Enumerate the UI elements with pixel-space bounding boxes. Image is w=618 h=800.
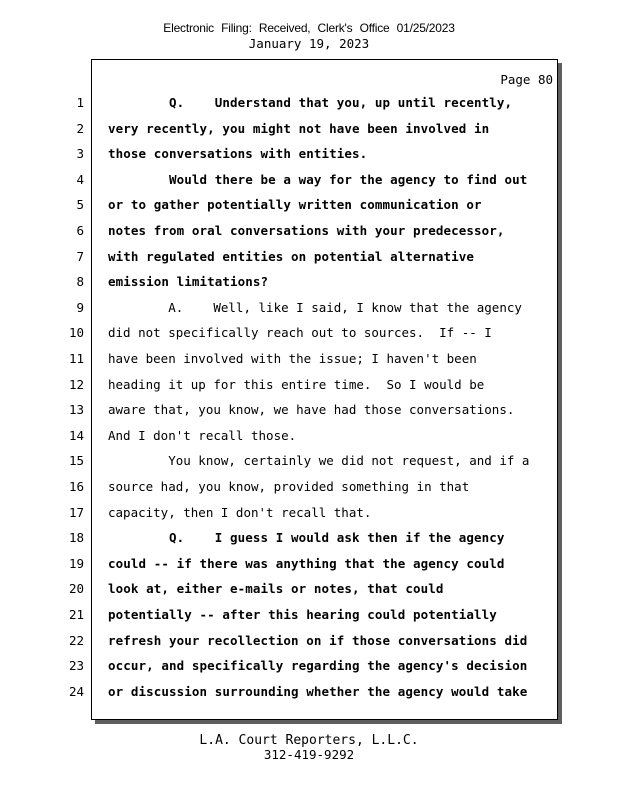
line-number: 19 [68, 555, 84, 571]
transcript-line: And I don't recall those. [108, 427, 297, 443]
line-number: 2 [76, 120, 84, 136]
transcript-line: or discussion surrounding whether the agency would take [108, 683, 528, 699]
transcript-line: with regulated entities on potential alternative [108, 248, 475, 264]
transcript-line: emission limitations? [108, 274, 269, 290]
transcript-line: Q. I guess I would ask then if the agency [108, 530, 505, 546]
page-number: Page 80 [500, 72, 553, 87]
transcript-line: very recently, you might not have been involved in [108, 120, 490, 136]
line-number: 10 [68, 325, 84, 341]
line-number: 6 [76, 223, 84, 238]
transcript-line: have been involved with the issue; I haven't been [108, 351, 477, 366]
transcript-line: A. Well, like I said, I know that the agency [108, 299, 522, 315]
line-number: 22 [68, 632, 84, 648]
line-number: 24 [68, 683, 84, 699]
transcript-line: potentially -- after this hearing could potentially [108, 607, 497, 622]
header-date: January 19, 2023 [248, 36, 370, 51]
line-number: 21 [68, 607, 84, 622]
transcript-line: source had, you know, provided something in that [108, 479, 470, 494]
transcript-line: Q. Understand that you, up until recently, [108, 95, 513, 110]
line-number: 20 [68, 581, 84, 597]
footer-phone: 312-419-9292 [263, 747, 355, 762]
transcript-line: notes from oral conversations with your predecessor, [108, 223, 505, 238]
transcript-line: heading it up for this entire time. So I would be [108, 376, 485, 392]
line-number: 1 [76, 95, 84, 110]
line-number: 16 [68, 479, 84, 494]
transcript-line: refresh your recollection on if those conversations did [108, 632, 528, 648]
transcript-line: could -- if there was anything that the agency could [108, 555, 505, 571]
line-number: 17 [68, 504, 84, 520]
line-number: 4 [76, 171, 84, 187]
line-number: 18 [68, 530, 84, 546]
line-number: 14 [68, 427, 84, 443]
transcript-line: or to gather potentially written communication or [108, 197, 482, 213]
line-number: 3 [76, 146, 84, 162]
line-number: 11 [68, 351, 84, 366]
transcript-line: Would there be a way for the agency to find out [108, 171, 528, 187]
transcript-line: occur, and specifically regarding the agency's decision [108, 658, 528, 674]
filing-stamp: Electronic Filing: Received, Clerk's Office 01/25/2023 [163, 21, 455, 35]
line-number: 5 [76, 197, 84, 213]
line-number: 9 [76, 299, 84, 315]
line-number: 13 [68, 402, 84, 418]
transcript-line: aware that, you know, we have had those conversations. [108, 402, 515, 418]
line-number: 23 [68, 658, 84, 674]
transcript-line: look at, either e-mails or notes, that could [108, 581, 444, 597]
footer-company: L.A. Court Reporters, L.L.C. [199, 733, 419, 748]
line-number: 12 [68, 376, 84, 392]
transcript-line: You know, certainly we did not request, and if a [108, 453, 530, 469]
transcript-line: did not specifically reach out to sources. If -- I [108, 325, 492, 341]
transcript-line: those conversations with entities. [108, 146, 368, 162]
line-number: 15 [68, 453, 84, 469]
line-number: 7 [76, 248, 84, 264]
line-number: 8 [76, 274, 84, 290]
transcript-line: capacity, then I don't recall that. [108, 504, 372, 520]
